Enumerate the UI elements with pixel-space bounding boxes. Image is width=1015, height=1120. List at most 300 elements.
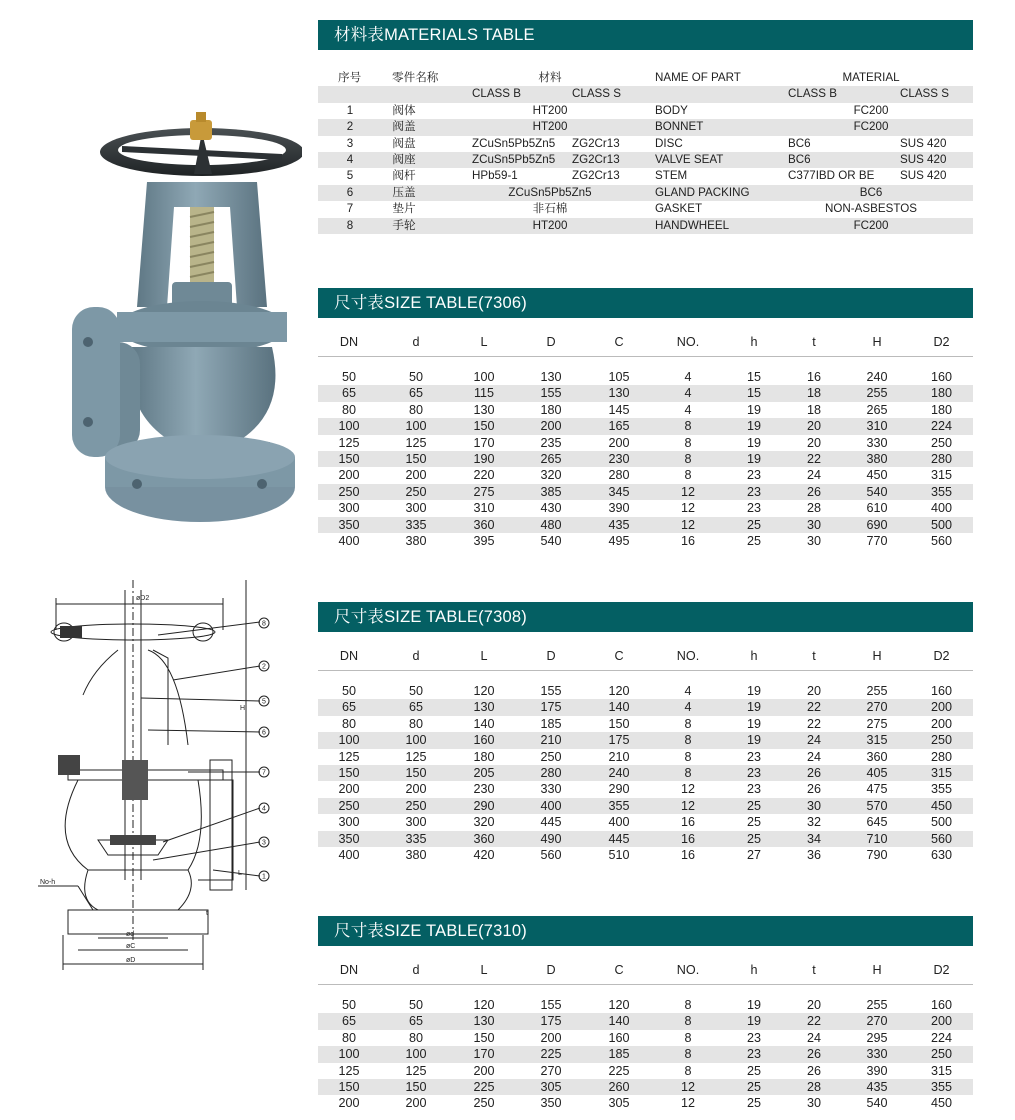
- table-cell: 200: [930, 1014, 952, 1029]
- table-cell: 19: [746, 1014, 761, 1029]
- table-cell: 430: [540, 501, 562, 516]
- table-cell: 275: [473, 484, 495, 499]
- materials-cell-no: 2: [346, 120, 354, 134]
- header-class-b-en: CLASS B: [788, 87, 837, 101]
- materials-row: [318, 119, 973, 135]
- table-cell: 22: [806, 451, 821, 466]
- callout-7: 7: [262, 769, 266, 777]
- table-cell: 30: [806, 517, 821, 532]
- table-cell: 210: [608, 749, 630, 764]
- table-cell: 8: [684, 733, 692, 748]
- materials-cell-en: BONNET: [655, 120, 704, 134]
- table-row: [318, 732, 973, 748]
- materials-cell-matB: HPb59-1: [472, 169, 518, 183]
- table-cell: 12: [680, 782, 695, 797]
- materials-cell-no: 1: [346, 103, 354, 117]
- table-cell: 200: [930, 716, 952, 731]
- table-cell: 405: [866, 765, 888, 780]
- label-h: H: [240, 705, 246, 712]
- table-row: [318, 699, 973, 715]
- size-table-header-row: [318, 956, 973, 985]
- materials-cell-enS: SUS 420: [900, 152, 947, 166]
- table-cell: 8: [684, 451, 692, 466]
- table-cell: 8: [684, 1030, 692, 1045]
- table-cell: 80: [408, 1030, 423, 1045]
- table-cell: 12: [680, 501, 695, 516]
- table-row: [318, 385, 973, 401]
- table-cell: 120: [608, 684, 630, 698]
- table-cell: 30: [806, 798, 821, 813]
- column-header: D: [546, 335, 556, 349]
- table-cell: 23: [746, 468, 761, 483]
- table-cell: 160: [930, 998, 952, 1012]
- table-cell: 19: [746, 716, 761, 731]
- table-cell: 295: [866, 1030, 888, 1045]
- materials-cell-en: BODY: [655, 103, 688, 117]
- materials-cell-no: 3: [346, 136, 354, 150]
- table-cell: 25: [746, 831, 761, 846]
- size-table-7306: [318, 328, 973, 549]
- table-cell: 315: [930, 765, 952, 780]
- materials-cell-no: 8: [346, 218, 354, 232]
- column-header: h: [750, 335, 758, 349]
- label-od2: øD2: [136, 595, 150, 602]
- table-cell: 190: [473, 451, 495, 466]
- table-cell: 80: [341, 1030, 356, 1045]
- table-cell: 65: [341, 700, 356, 715]
- table-cell: 24: [806, 749, 821, 764]
- materials-cell-cn: 阀盖: [392, 120, 416, 134]
- table-cell: 270: [866, 700, 888, 715]
- table-cell: 475: [866, 782, 888, 797]
- header-class-s: CLASS S: [572, 87, 621, 101]
- table-cell: 19: [746, 435, 761, 450]
- table-cell: 80: [341, 716, 356, 731]
- table-cell: 130: [608, 386, 630, 401]
- table-cell: 630: [930, 847, 952, 862]
- table-cell: 225: [473, 1079, 495, 1094]
- table-cell: 27: [746, 847, 761, 862]
- table-cell: 100: [405, 1047, 427, 1062]
- table-cell: 770: [866, 533, 888, 548]
- materials-row: [318, 136, 973, 152]
- callout-5: 5: [262, 698, 266, 706]
- table-cell: 23: [746, 1047, 761, 1062]
- table-cell: 395: [473, 533, 495, 548]
- table-cell: 15: [746, 370, 761, 384]
- materials-cell-enS: SUS 420: [900, 136, 947, 150]
- table-cell: 150: [473, 419, 495, 434]
- table-row: [318, 451, 973, 467]
- table-cell: 250: [405, 484, 427, 499]
- table-cell: 400: [540, 798, 562, 813]
- column-header: t: [812, 649, 816, 663]
- materials-row: [318, 185, 973, 201]
- callout-6: 6: [262, 729, 266, 737]
- table-cell: 710: [866, 831, 888, 846]
- materials-cell-en: DISC: [655, 136, 683, 150]
- table-cell: 690: [866, 517, 888, 532]
- table-cell: 250: [540, 749, 562, 764]
- table-cell: 155: [540, 998, 562, 1012]
- table-cell: 310: [473, 501, 495, 516]
- table-cell: 235: [540, 435, 562, 450]
- column-header: H: [872, 649, 882, 663]
- column-header: h: [750, 649, 758, 663]
- table-row: [318, 1063, 973, 1079]
- table-row: [318, 683, 973, 699]
- materials-cell-enMerged: FC200: [853, 120, 889, 134]
- table-cell: 50: [408, 684, 423, 698]
- table-cell: 175: [608, 733, 630, 748]
- table-cell: 175: [540, 1014, 562, 1029]
- table-cell: 450: [930, 798, 952, 813]
- table-cell: 445: [608, 831, 630, 846]
- table-cell: 130: [540, 370, 562, 384]
- materials-title: 材料表MATERIALS TABLE: [318, 20, 973, 50]
- materials-header-row-1: [318, 70, 973, 86]
- table-cell: 26: [806, 484, 821, 499]
- column-header: C: [614, 649, 624, 663]
- table-cell: 160: [473, 733, 495, 748]
- table-cell: 25: [746, 1079, 761, 1094]
- table-cell: 355: [930, 782, 952, 797]
- table-cell: 16: [680, 815, 695, 830]
- label-oD: øD: [126, 957, 136, 964]
- table-cell: 250: [930, 733, 952, 748]
- size-table-7306-section: [318, 288, 973, 549]
- materials-cell-en: STEM: [655, 169, 688, 183]
- table-cell: 270: [540, 1063, 562, 1078]
- column-header: D2: [933, 335, 950, 349]
- table-cell: 19: [746, 419, 761, 434]
- table-cell: 250: [473, 1096, 495, 1111]
- table-cell: 255: [866, 386, 888, 401]
- table-cell: 380: [866, 451, 888, 466]
- size-table-header-row: [318, 642, 973, 671]
- table-cell: 23: [746, 749, 761, 764]
- table-row: [318, 798, 973, 814]
- table-cell: 65: [341, 1014, 356, 1029]
- table-cell: 100: [338, 419, 360, 434]
- table-cell: 19: [746, 733, 761, 748]
- table-cell: 400: [930, 501, 952, 516]
- materials-cell-enB: BC6: [788, 152, 811, 166]
- table-cell: 225: [608, 1063, 630, 1078]
- table-cell: 18: [806, 402, 821, 417]
- table-row: [318, 418, 973, 434]
- size-table-7306-title: 尺寸表SIZE TABLE(7306): [318, 288, 973, 318]
- materials-cell-cn: 垫片: [392, 202, 416, 216]
- valve-cross-section-drawing: [38, 580, 278, 975]
- table-cell: 300: [405, 501, 427, 516]
- table-cell: 250: [930, 1047, 952, 1062]
- materials-cell-cn: 阀杆: [392, 169, 416, 183]
- table-cell: 16: [680, 847, 695, 862]
- table-cell: 420: [473, 847, 495, 862]
- table-row: [318, 997, 973, 1013]
- table-row: [318, 435, 973, 451]
- table-cell: 230: [473, 782, 495, 797]
- table-cell: 330: [866, 435, 888, 450]
- label-l: L: [238, 870, 242, 877]
- materials-cell-en: HANDWHEEL: [655, 218, 730, 232]
- materials-cell-no: 7: [346, 202, 354, 216]
- table-cell: 175: [540, 700, 562, 715]
- materials-cell-no: 6: [346, 185, 354, 199]
- table-row: [318, 716, 973, 732]
- column-header: d: [412, 335, 420, 349]
- size-table-7310-section: [318, 916, 973, 1112]
- table-cell: 255: [866, 998, 888, 1012]
- table-cell: 130: [473, 700, 495, 715]
- materials-cell-matMerged: HT200: [532, 218, 568, 232]
- table-cell: 150: [473, 1030, 495, 1045]
- table-cell: 335: [405, 517, 427, 532]
- table-cell: 350: [338, 517, 360, 532]
- materials-cell-en: GLAND PACKING: [655, 185, 750, 199]
- table-cell: 80: [408, 716, 423, 731]
- table-cell: 310: [866, 419, 888, 434]
- materials-cell-enMerged: NON-ASBESTOS: [825, 202, 917, 216]
- table-cell: 26: [806, 782, 821, 797]
- table-cell: 180: [930, 402, 952, 417]
- materials-row: [318, 201, 973, 217]
- table-cell: 19: [746, 998, 761, 1012]
- table-cell: 20: [806, 435, 821, 450]
- materials-cell-en: GASKET: [655, 202, 703, 216]
- table-cell: 130: [473, 402, 495, 417]
- column-header: D2: [933, 649, 950, 663]
- table-cell: 480: [540, 517, 562, 532]
- table-cell: 315: [930, 1063, 952, 1078]
- table-cell: 355: [608, 798, 630, 813]
- materials-cell-no: 4: [346, 152, 354, 166]
- table-cell: 32: [806, 815, 821, 830]
- table-cell: 19: [746, 402, 761, 417]
- table-cell: 16: [806, 370, 821, 384]
- label-oc: øC: [126, 943, 136, 950]
- table-cell: 19: [746, 451, 761, 466]
- table-cell: 28: [806, 1079, 821, 1094]
- table-cell: 200: [540, 1030, 562, 1045]
- table-cell: 125: [405, 435, 427, 450]
- table-cell: 50: [341, 684, 356, 698]
- materials-cell-matB: ZCuSn5Pb5Zn5: [472, 152, 556, 166]
- materials-cell-cn: 压盖: [392, 185, 416, 199]
- table-cell: 330: [866, 1047, 888, 1062]
- table-cell: 24: [806, 733, 821, 748]
- materials-section: [318, 20, 973, 234]
- table-cell: 4: [684, 700, 692, 715]
- column-header: d: [412, 649, 420, 663]
- table-cell: 200: [338, 468, 360, 483]
- table-cell: 150: [405, 451, 427, 466]
- header-material-en: MATERIAL: [842, 71, 900, 84]
- column-header: h: [750, 963, 758, 977]
- table-cell: 320: [540, 468, 562, 483]
- label-t: t: [206, 910, 208, 917]
- column-header: NO.: [676, 963, 700, 977]
- table-cell: 140: [608, 1014, 630, 1029]
- table-cell: 155: [540, 684, 562, 698]
- table-cell: 180: [930, 386, 952, 401]
- table-cell: 25: [746, 517, 761, 532]
- table-cell: 445: [540, 815, 562, 830]
- table-cell: 200: [338, 782, 360, 797]
- callout-4: 4: [262, 805, 266, 813]
- table-cell: 105: [608, 370, 630, 384]
- table-cell: 100: [473, 370, 495, 384]
- table-cell: 25: [746, 815, 761, 830]
- materials-cell-matMerged: 非石棉: [532, 202, 568, 216]
- table-cell: 12: [680, 798, 695, 813]
- table-cell: 200: [930, 700, 952, 715]
- column-header: NO.: [676, 649, 700, 663]
- table-cell: 19: [746, 684, 761, 698]
- table-cell: 290: [608, 782, 630, 797]
- table-cell: 220: [473, 468, 495, 483]
- table-cell: 25: [746, 533, 761, 548]
- table-cell: 120: [608, 998, 630, 1012]
- table-cell: 300: [338, 501, 360, 516]
- materials-cell-en: VALVE SEAT: [655, 152, 724, 166]
- size-table-7308: [318, 642, 973, 863]
- table-cell: 380: [405, 533, 427, 548]
- table-cell: 355: [930, 484, 952, 499]
- callout-3: 3: [262, 839, 266, 847]
- table-cell: 18: [806, 386, 821, 401]
- table-cell: 240: [608, 765, 630, 780]
- table-cell: 20: [806, 998, 821, 1012]
- header-class-b: CLASS B: [472, 87, 521, 101]
- size-table-7310-title: 尺寸表SIZE TABLE(7310): [318, 916, 973, 946]
- table-cell: 335: [405, 831, 427, 846]
- table-cell: 380: [405, 847, 427, 862]
- table-cell: 560: [930, 533, 952, 548]
- table-cell: 305: [608, 1096, 630, 1111]
- table-cell: 400: [338, 533, 360, 548]
- materials-row: [318, 152, 973, 168]
- materials-cell-cn: 手轮: [392, 218, 416, 232]
- table-cell: 12: [680, 1079, 695, 1094]
- table-row: [318, 484, 973, 500]
- table-cell: 400: [338, 847, 360, 862]
- table-cell: 125: [338, 1063, 360, 1078]
- table-cell: 360: [473, 517, 495, 532]
- table-cell: 8: [684, 1047, 692, 1062]
- table-row: [318, 1079, 973, 1095]
- table-cell: 200: [338, 1096, 360, 1111]
- table-row: [318, 814, 973, 830]
- table-row: [318, 765, 973, 781]
- table-cell: 80: [341, 402, 356, 417]
- table-cell: 450: [930, 1096, 952, 1111]
- table-cell: 224: [930, 1030, 952, 1045]
- table-cell: 225: [540, 1047, 562, 1062]
- column-header: NO.: [676, 335, 700, 349]
- table-cell: 8: [684, 435, 692, 450]
- table-cell: 390: [608, 501, 630, 516]
- column-header: D2: [933, 963, 950, 977]
- table-cell: 125: [338, 435, 360, 450]
- column-header: t: [812, 335, 816, 349]
- column-header: L: [480, 649, 488, 663]
- materials-cell-enS: SUS 420: [900, 169, 947, 183]
- table-cell: 125: [405, 1063, 427, 1078]
- table-cell: 120: [473, 998, 495, 1012]
- column-header: D: [546, 963, 556, 977]
- table-cell: 510: [608, 847, 630, 862]
- table-cell: 8: [684, 1063, 692, 1078]
- column-header: d: [412, 963, 420, 977]
- table-cell: 8: [684, 749, 692, 764]
- table-cell: 185: [608, 1047, 630, 1062]
- table-row: [318, 1095, 973, 1111]
- table-cell: 145: [608, 402, 630, 417]
- table-cell: 300: [405, 815, 427, 830]
- table-cell: 23: [746, 1030, 761, 1045]
- table-cell: 610: [866, 501, 888, 516]
- callout-1: 1: [262, 873, 266, 881]
- table-cell: 50: [408, 370, 423, 384]
- table-cell: 16: [680, 533, 695, 548]
- table-cell: 65: [408, 700, 423, 715]
- table-cell: 22: [806, 700, 821, 715]
- table-cell: 300: [338, 815, 360, 830]
- size-table-7308-title: 尺寸表SIZE TABLE(7308): [318, 602, 973, 632]
- table-cell: 4: [684, 386, 692, 401]
- table-cell: 210: [540, 733, 562, 748]
- table-cell: 4: [684, 684, 692, 698]
- table-cell: 355: [930, 1079, 952, 1094]
- table-cell: 200: [540, 419, 562, 434]
- column-header: DN: [339, 963, 359, 977]
- table-cell: 250: [930, 435, 952, 450]
- table-cell: 180: [473, 749, 495, 764]
- table-cell: 160: [608, 1030, 630, 1045]
- table-cell: 290: [473, 798, 495, 813]
- table-cell: 50: [408, 998, 423, 1012]
- table-cell: 4: [684, 370, 692, 384]
- column-header: L: [480, 963, 488, 977]
- table-row: [318, 500, 973, 516]
- table-cell: 25: [746, 1063, 761, 1078]
- table-cell: 140: [608, 700, 630, 715]
- table-cell: 500: [930, 815, 952, 830]
- table-cell: 34: [806, 831, 821, 846]
- materials-row: [318, 218, 973, 234]
- table-cell: 200: [473, 1063, 495, 1078]
- table-cell: 540: [540, 533, 562, 548]
- table-cell: 150: [405, 1079, 427, 1094]
- table-cell: 12: [680, 517, 695, 532]
- table-cell: 23: [746, 782, 761, 797]
- header-class-s-en: CLASS S: [900, 87, 949, 101]
- column-header: t: [812, 963, 816, 977]
- table-cell: 435: [608, 517, 630, 532]
- label-od: ød: [126, 931, 135, 938]
- table-cell: 20: [806, 684, 821, 698]
- table-cell: 240: [866, 370, 888, 384]
- table-cell: 23: [746, 765, 761, 780]
- table-cell: 350: [338, 831, 360, 846]
- table-cell: 26: [806, 1063, 821, 1078]
- materials-cell-enMerged: BC6: [859, 185, 883, 199]
- table-cell: 165: [608, 419, 630, 434]
- table-cell: 150: [338, 451, 360, 466]
- table-cell: 22: [806, 716, 821, 731]
